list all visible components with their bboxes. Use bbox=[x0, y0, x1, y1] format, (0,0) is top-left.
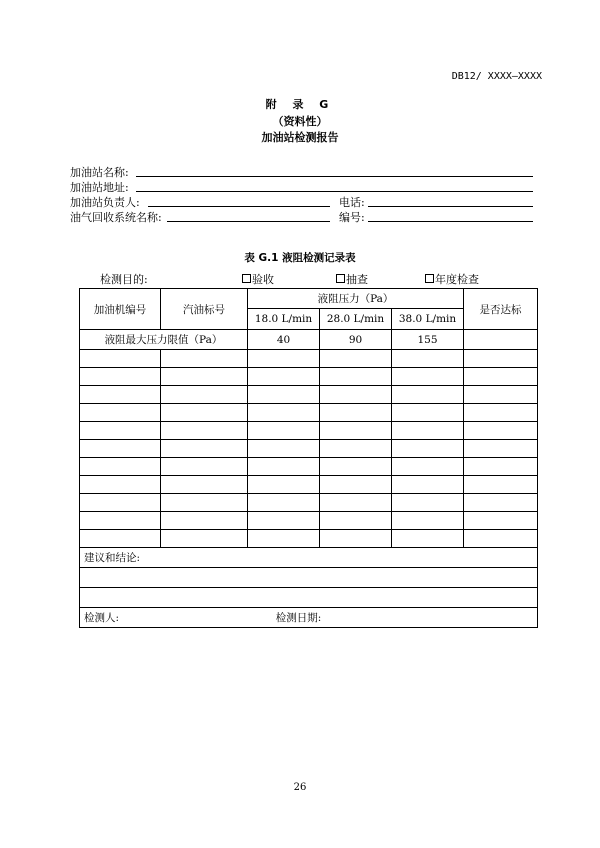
option-annual-check[interactable]: 年度检查 bbox=[425, 271, 479, 287]
table-row bbox=[80, 458, 538, 476]
system-name-label: 油气回收系统名称: bbox=[70, 211, 162, 224]
table-row bbox=[80, 476, 538, 494]
station-name-label: 加油站名称: bbox=[70, 166, 129, 179]
limit-value-18: 40 bbox=[248, 330, 320, 350]
header-compliant: 是否达标 bbox=[464, 289, 538, 330]
checkbox-icon[interactable] bbox=[425, 274, 434, 283]
header-flow-38: 38.0 L/min bbox=[392, 309, 464, 330]
table-row bbox=[80, 530, 538, 548]
limit-compliant-cell[interactable] bbox=[464, 330, 538, 350]
station-address-label: 加油站地址: bbox=[70, 181, 129, 194]
table-row bbox=[80, 422, 538, 440]
table-row bbox=[80, 404, 538, 422]
station-address-field[interactable] bbox=[136, 191, 533, 192]
resistance-record-table bbox=[79, 288, 538, 628]
station-name-row bbox=[70, 164, 533, 178]
system-name-row bbox=[70, 209, 533, 223]
header-fuel-grade: 汽油标号 bbox=[161, 289, 248, 330]
header-dispenser-no: 加油机编号 bbox=[80, 289, 161, 330]
station-address-row bbox=[70, 179, 533, 193]
document-code: DB12/ XXXX—XXXX bbox=[451, 71, 542, 82]
table-row bbox=[80, 350, 538, 368]
checkbox-icon[interactable] bbox=[336, 274, 345, 283]
inspection-purpose-row bbox=[100, 271, 540, 285]
table-row bbox=[80, 494, 538, 512]
page-number: 26 bbox=[293, 782, 307, 793]
header-pressure: 液阻压力（Pa） bbox=[248, 289, 464, 309]
date-label: 检测日期: bbox=[275, 612, 322, 624]
conclusion-line-2[interactable] bbox=[80, 588, 538, 608]
limit-row-label: 液阻最大压力限值（Pa） bbox=[80, 330, 248, 350]
appendix-heading: 加油站检测报告 bbox=[261, 131, 339, 144]
appendix-title: 附 录 G bbox=[265, 98, 335, 111]
phone-label: 电话: bbox=[339, 196, 365, 209]
station-name-field[interactable] bbox=[136, 176, 533, 177]
table-row bbox=[80, 440, 538, 458]
header-flow-28: 28.0 L/min bbox=[320, 309, 392, 330]
conclusion-line-1[interactable] bbox=[80, 568, 538, 588]
appendix-nature: （资料性） bbox=[272, 115, 328, 128]
checkbox-icon[interactable] bbox=[242, 274, 251, 283]
table-row bbox=[80, 512, 538, 530]
conclusion-label: 建议和结论: bbox=[80, 548, 538, 568]
inspector-label: 检测人: bbox=[84, 612, 120, 624]
option-spot-check[interactable]: 抽查 bbox=[336, 271, 368, 287]
manager-field[interactable] bbox=[148, 206, 330, 207]
limit-value-28: 90 bbox=[320, 330, 392, 350]
header-flow-18: 18.0 L/min bbox=[248, 309, 320, 330]
table-caption: 表 G.1 液阻检测记录表 bbox=[244, 252, 356, 264]
signature-row bbox=[80, 608, 538, 628]
manager-row bbox=[70, 194, 533, 208]
manager-label: 加油站负责人: bbox=[70, 196, 140, 209]
table-row bbox=[80, 368, 538, 386]
purpose-label: 检测目的: bbox=[100, 273, 148, 286]
system-name-field[interactable] bbox=[167, 221, 330, 222]
phone-field[interactable] bbox=[368, 206, 533, 207]
number-label: 编号: bbox=[339, 211, 365, 224]
table-row bbox=[80, 386, 538, 404]
number-field[interactable] bbox=[368, 221, 533, 222]
option-acceptance[interactable]: 验收 bbox=[242, 271, 274, 287]
limit-value-38: 155 bbox=[392, 330, 464, 350]
